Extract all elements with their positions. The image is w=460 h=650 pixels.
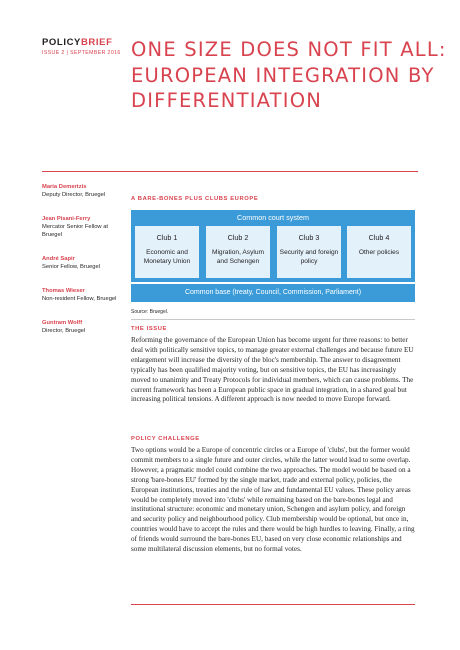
issue-body: Reforming the governance of the European Union has become urgent for three reasons: to better deal with politically sensitive topics, to manage greater external challenges and because future EU enlargement will increase the diversity of the bloc's membership. The answer to disagreement typically has been qualified majority voting, but on sensitive topics, the EU has increasingly moved to unanimity and Treaty Protocols for individual members, which can cause problems. The current framework has been a European public space in gradual integration, in a shared goal but increasing political tensions. A different approach is now needed to move Europe forward. — [131, 336, 414, 404]
club-box — [135, 226, 199, 278]
page-title: ONE SIZE DOES NOT FIT ALL: EUROPEAN INTEGRATION BY DIFFERENTIATION — [131, 38, 447, 112]
author-entry — [42, 215, 120, 239]
club-description: Security and foreign policy — [279, 249, 339, 265]
title-divider — [42, 171, 418, 172]
policy-challenge-heading: POLICY CHALLENGE — [131, 436, 200, 442]
club-description: Other policies — [358, 249, 400, 256]
figure-label: A BARE-BONES PLUS CLUBS EUROPE — [131, 196, 259, 202]
brand-block — [42, 37, 121, 56]
author-list — [42, 183, 120, 351]
author-name: Jean Pisani-Ferry — [42, 216, 91, 222]
author-role: Senior Fellow, Bruegel — [42, 264, 100, 270]
club-description: Migration, Asylum and Schengen — [211, 249, 265, 265]
club-title: Club 2 — [227, 233, 249, 242]
issue-date: ISSUE 2 | SEPTEMBER 2016 — [42, 50, 121, 56]
author-role: Non-resident Fellow, Bruegel — [42, 296, 117, 302]
author-name: André Sapir — [42, 256, 75, 262]
author-name: Thomas Wieser — [42, 288, 85, 294]
author-entry — [42, 319, 120, 335]
club-description: Economic and Monetary Union — [143, 249, 191, 265]
author-role: Deputy Director, Bruegel — [42, 192, 106, 198]
brand-logo: POLICYBRIEF — [42, 37, 113, 48]
club-title: Club 3 — [298, 233, 320, 242]
club-title: Club 4 — [368, 233, 390, 242]
common-base-box: Common base (treaty, Council, Commission, Parliament) — [131, 284, 415, 302]
club-box — [347, 226, 411, 278]
author-role: Director, Bruegel — [42, 328, 86, 334]
footer-divider — [131, 604, 415, 605]
club-box — [277, 226, 341, 278]
author-role: Mercator Senior Fellow at Bruegel — [42, 224, 109, 238]
clubs-diagram — [131, 210, 415, 303]
figure-source: Source: Bruegel. — [131, 309, 169, 315]
club-title: Club 1 — [156, 233, 178, 242]
club-box — [206, 226, 270, 278]
figure-divider — [131, 319, 415, 320]
author-name: Maria Demertzis — [42, 184, 87, 190]
author-entry — [42, 287, 120, 303]
common-court-system-label: Common court system — [237, 213, 309, 222]
author-entry — [42, 255, 120, 271]
policy-challenge-body: Two options would be a Europe of concentric circles or a Europe of 'clubs', but the former would commit members to a single future and outer circles, while the latter would lead to some overlap. However, a pragmatic model could combine the two approaches. The model would be based on a strong 'bare-bones EU' formed by the single market, trade and external policy, policies, the European institutions, treaties and the rule of law and fundamental EU values. These policy areas would be completely moved into 'clubs' while remaining based on the bare-bones legal and institutional structure: economic and monetary union, Schengen and asylum policy, and foreign and security policy and neighbourhood policy. Club membership would be optional, but once in, countries would have to accept the rules and there would be high hurdles to leaving. Finally, a ring of friends would surround the bare-bones EU, based on very close economic relationships and some multilateral discussion elements, but no formal votes. — [131, 446, 415, 554]
author-name: Guntram Wolff — [42, 320, 83, 326]
issue-heading: THE ISSUE — [131, 326, 168, 332]
common-court-system-box — [131, 210, 415, 282]
author-entry — [42, 183, 120, 199]
